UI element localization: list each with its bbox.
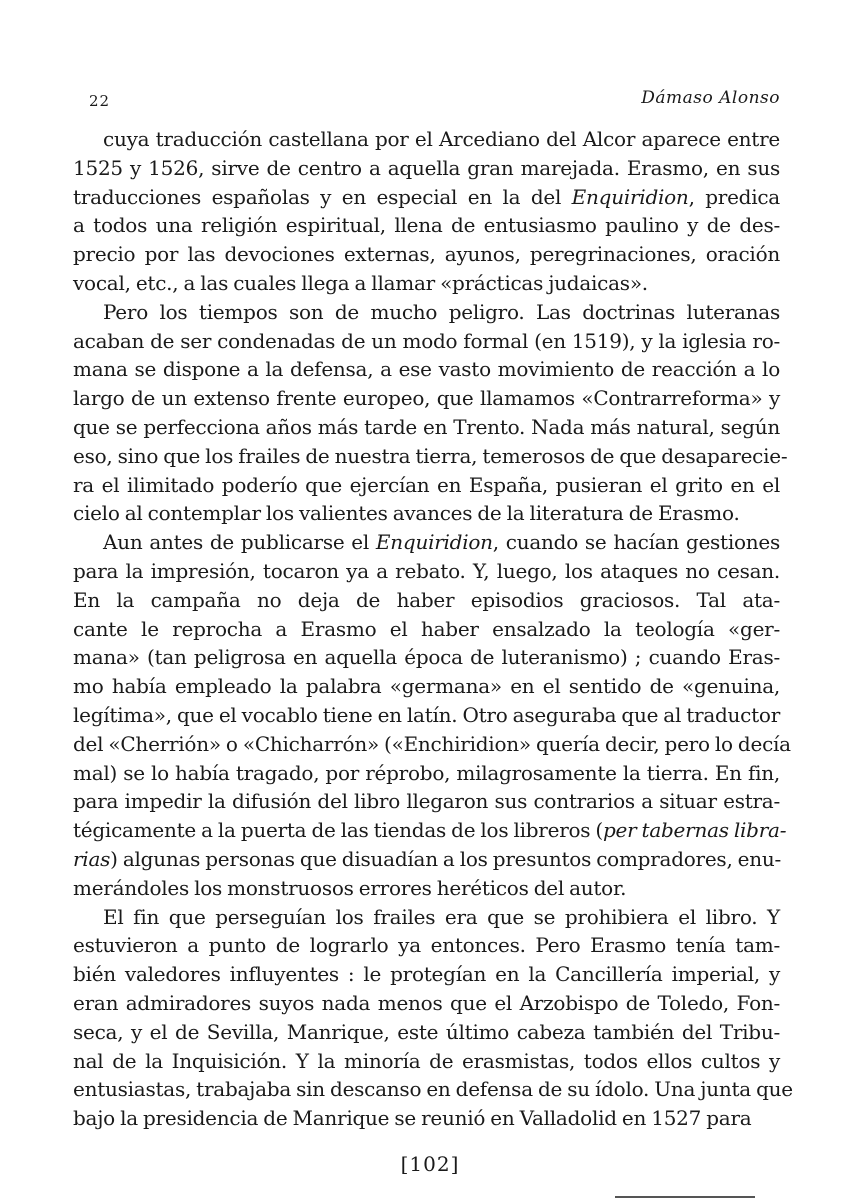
text-line: precio por las devociones externas, ayunos, peregrinaciones, oración: [73, 242, 780, 267]
page-number: 22: [89, 92, 111, 110]
paragraph: [73, 298, 788, 528]
text-line: bajo la presidencia de Manrique se reunió en Valladolid en 1527 para: [73, 1106, 752, 1131]
paragraph: [73, 125, 780, 298]
text-line: del «Cherrión» o «Chicharrón» («Enchiridion» quería decir, pero lo decía: [73, 731, 791, 756]
text-line: tégicamente a la puerta de las tiendas de los libreros (per tabernas libra-: [73, 818, 787, 843]
text-line: entusiastas, trabajaba sin descanso en defensa de su ídolo. Una junta que: [73, 1077, 793, 1102]
text-line: mal) se lo había tragado, por réprobo, milagrosamente la tierra. En fin,: [73, 760, 780, 785]
text-line: eran admiradores suyos nada menos que el Arzobispo de Toledo, Fon-: [73, 990, 780, 1015]
paragraph: [73, 528, 791, 902]
text-line: cante le reprocha a Erasmo el haber ensalzado la teología «ger-: [73, 616, 780, 641]
folio-number: [102]: [400, 1152, 460, 1176]
text-line: eso, sino que los frailes de nuestra tierra, temerosos de que desaparecie-: [73, 443, 788, 468]
body-text: [73, 125, 793, 1133]
text-line: para la impresión, tocaron ya a rebato. Y, luego, los ataques no cesan.: [73, 558, 780, 583]
text-line: ra el ilimitado poderío que ejercían en España, pusieran el grito en el: [73, 472, 780, 497]
text-line: bién valedores influyentes : le protegían en la Cancillería imperial, y: [73, 962, 780, 987]
text-line: mana se dispone a la defensa, a ese vasto movimiento de reacción a lo: [73, 357, 780, 382]
text-line: para impedir la difusión del libro llegaron sus contrarios a situar estra-: [73, 789, 780, 814]
text-line: seca, y el de Sevilla, Manrique, este último cabeza también del Tribu-: [73, 1019, 780, 1044]
text-line: a todos una religión espiritual, llena de entusiasmo paulino y de des-: [73, 213, 780, 238]
page-header: [87, 88, 780, 116]
text-line: Pero los tiempos son de mucho peligro. Las doctrinas luteranas: [103, 299, 780, 324]
text-line: estuvieron a punto de lograrlo ya entonces. Pero Erasmo tenía tam-: [73, 933, 780, 958]
text-line: que se perfecciona años más tarde en Trento. Nada más natural, según: [73, 414, 780, 439]
text-line: rias) algunas personas que disuadían a los presuntos compradores, enu-: [73, 846, 782, 871]
text-line: acaban de ser condenadas de un modo formal (en 1519), y la iglesia ro-: [73, 328, 780, 353]
running-head-author: Dámaso Alonso: [641, 88, 780, 108]
text-line: nal de la Inquisición. Y la minoría de erasmistas, todos ellos cultos y: [73, 1048, 780, 1073]
text-line: legítima», que el vocablo tiene en latín. Otro aseguraba que al traductor: [73, 702, 781, 727]
text-line: vocal, etc., a las cuales llega a llamar «prácticas judaicas».: [73, 270, 648, 295]
text-line: El fin que perseguían los frailes era que se prohibiera el libro. Y: [103, 904, 780, 929]
text-line: Aun antes de publicarse el Enquiridion, cuando se hacían gestiones: [103, 530, 780, 555]
paragraph: [73, 903, 793, 1133]
text-line: merándoles los monstruosos errores heréticos del autor.: [73, 875, 627, 900]
text-line: mana» (tan peligrosa en aquella época de luteranismo) ; cuando Eras-: [73, 645, 780, 670]
text-line: En la campaña no deja de haber episodios graciosos. Tal ata-: [73, 587, 780, 612]
text-line: cielo al contemplar los valientes avances de la literatura de Erasmo.: [73, 501, 740, 526]
text-line: largo de un extenso frente europeo, que llamamos «Contrarreforma» y: [73, 386, 780, 411]
bottom-rule: [615, 1196, 755, 1198]
text-line: 1525 y 1526, sirve de centro a aquella gran marejada. Erasmo, en sus: [73, 155, 780, 180]
text-line: cuya traducción castellana por el Arcediano del Alcor aparece entre: [103, 127, 780, 151]
text-line: mo había empleado la palabra «germana» en el sentido de «genuina,: [73, 674, 780, 699]
text-line: traducciones españolas y en especial en la del Enquiridion, predica: [73, 184, 780, 209]
